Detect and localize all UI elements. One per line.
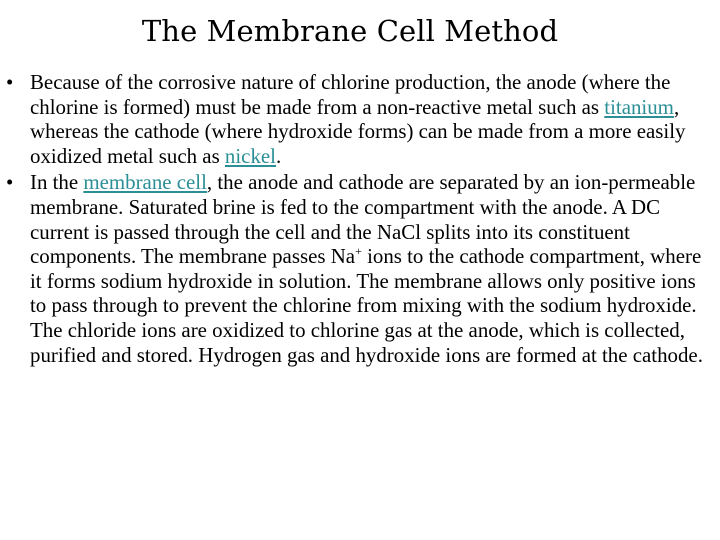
- bullet-text: ions to the cathode compartment, where it forms sodium hydroxide in solution. The membrane allows only positive ions to pass through to prevent the chlorine from mixing with the sodium hydroxide. The chloride ions are oxidized to chlorine gas at the anode, which is collected, purified and stored. Hydrogen gas and hydroxide ions are formed at the cathode.: [30, 244, 703, 367]
- bullet-text: , whereas the cathode (where hydroxide forms) can be made from a more easily oxidized metal such as: [30, 94, 686, 168]
- nickel-link[interactable]: nickel: [224, 143, 276, 168]
- superscript-plus: +: [355, 244, 362, 259]
- bullet-item-electrodes: [0, 70, 720, 168]
- bullet-item-membrane-cell: [0, 170, 720, 367]
- bullet-text: In the: [30, 170, 84, 195]
- membrane-cell-link[interactable]: membrane cell: [83, 170, 207, 195]
- bullet-mark: •: [6, 70, 14, 94]
- bullet-text: Because of the corrosive nature of chlorine production, the anode (where the chlorine is formed) must be made from a non-reactive metal such as: [30, 70, 671, 119]
- bullet-text: .: [275, 143, 282, 168]
- bullet-text: , the anode and cathode are separated by an ion-permeable membrane. Saturated brine is fed to the compartment with the anode. A DC current is passed through the cell and the NaCl splits into its constituent components. The membrane passes Na: [30, 170, 696, 269]
- titanium-link[interactable]: titanium: [604, 94, 674, 119]
- bullet-mark: •: [6, 170, 14, 195]
- bullet-list: [0, 70, 720, 369]
- slide-title: The Membrane Cell Method: [141, 14, 559, 48]
